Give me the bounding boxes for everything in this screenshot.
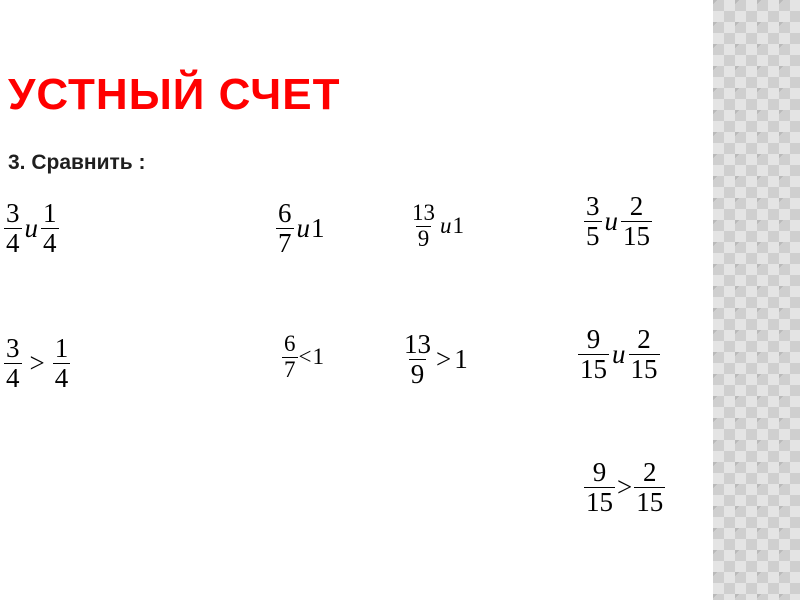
expression-s4 [578, 325, 660, 384]
comparison-operator: > [436, 344, 452, 375]
denominator: 7 [278, 228, 292, 259]
numerator: 3 [586, 191, 600, 221]
numerator: 6 [284, 331, 296, 356]
numerator: 3 [6, 198, 20, 228]
comparison-operator: и [604, 206, 618, 237]
comparison-operator: > [29, 348, 45, 379]
numerator: 3 [6, 333, 20, 363]
comparison-operator: и [612, 339, 626, 370]
numerator: 9 [592, 457, 607, 487]
expression-q4 [584, 192, 652, 251]
comparison-operator: и [296, 213, 310, 244]
denominator: 5 [586, 221, 600, 252]
task-heading: 3. Сравнить : [8, 151, 146, 174]
denominator: 15 [636, 487, 664, 518]
numerator: 13 [404, 329, 431, 359]
expression-q2 [276, 199, 325, 258]
denominator: 9 [410, 359, 425, 390]
fraction [629, 325, 660, 384]
numerator: 2 [637, 324, 651, 354]
numerator: 6 [278, 198, 292, 228]
fraction [621, 192, 652, 251]
expression-a4 [584, 458, 665, 517]
expression-a3 [402, 330, 468, 389]
denominator: 15 [586, 487, 613, 518]
expression-q1 [4, 199, 59, 258]
decorative-side-strip [713, 0, 800, 600]
denominator: 4 [54, 363, 69, 394]
numerator: 13 [412, 200, 435, 225]
fraction [4, 334, 22, 393]
denominator: 7 [284, 356, 296, 382]
numerator: 9 [586, 324, 601, 354]
fraction [4, 199, 22, 258]
compared-value: 1 [454, 344, 468, 375]
fraction [276, 199, 294, 258]
numerator: 2 [629, 191, 644, 221]
expression-a1 [4, 334, 70, 393]
comparison-operator: и [440, 213, 452, 239]
fraction [53, 334, 71, 393]
expression-q3 [410, 201, 464, 252]
compared-value: 1 [312, 344, 324, 370]
comparison-operator: и [24, 213, 38, 244]
compared-value: 1 [452, 213, 464, 239]
fraction [584, 458, 615, 517]
denominator: 15 [630, 354, 658, 385]
comparison-operator: > [617, 472, 633, 503]
numerator: 1 [43, 198, 57, 228]
fraction [41, 199, 59, 258]
denominator: 9 [417, 225, 430, 251]
denominator: 15 [580, 354, 607, 385]
fraction [402, 330, 433, 389]
fraction [282, 332, 298, 383]
fraction [410, 201, 437, 252]
denominator: 4 [6, 228, 20, 259]
slide-title: УСТНЫЙ СЧЕТ [8, 70, 341, 119]
fraction [584, 192, 602, 251]
numerator: 2 [642, 457, 657, 487]
denominator: 4 [6, 363, 20, 394]
compared-value: 1 [311, 213, 325, 244]
expression-a2 [282, 332, 324, 383]
fraction [634, 458, 665, 517]
denominator: 4 [43, 228, 57, 259]
denominator: 15 [623, 221, 650, 252]
fraction [578, 325, 609, 384]
numerator: 1 [54, 333, 69, 363]
comparison-operator: < [298, 344, 312, 370]
